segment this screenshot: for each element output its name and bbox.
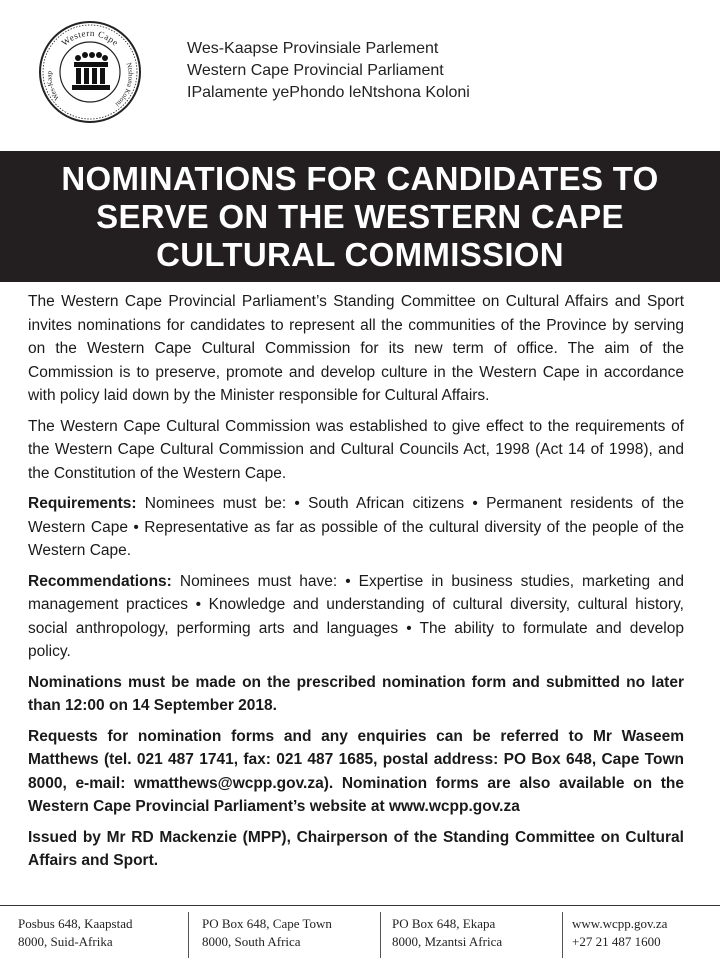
letterhead bbox=[0, 0, 720, 150]
requirements-text: Nominees must be: • South African citizens • Permanent residents of the Western Cape • Representative as far as possible of the cultural diversity of the people of the Western Cape. bbox=[28, 495, 684, 559]
title-banner bbox=[0, 151, 720, 282]
title-line-3: CULTURAL COMMISSION bbox=[156, 235, 564, 273]
footer-divider bbox=[188, 912, 189, 958]
footer-afrikaans-address: Posbus 648, Kaapstad 8000, Suid-Afrika bbox=[18, 916, 133, 949]
title-line-1: NOMINATIONS FOR CANDIDATES TO bbox=[61, 159, 659, 197]
requests-paragraph: Requests for nomination forms and any enquiries can be referred to Mr Waseem Matthews (tel. 021 487 1741, fax: 021 487 1685, postal address: PO Box 648, Cape Town 8000, e-mail: wmatthews@wcpp.gov.za). Nomination forms are also available on the Western Cape Provincial Parliament’s website at www.wcpp.gov.za bbox=[28, 727, 684, 815]
requirements-paragraph bbox=[28, 492, 684, 563]
notice-body bbox=[28, 290, 684, 880]
footer-website[interactable]: www.wcpp.gov.za bbox=[572, 916, 668, 931]
name-xhosa: IPalamente yePhondo leNtshona Koloni bbox=[187, 84, 470, 101]
footer-contacts bbox=[0, 905, 720, 961]
recommendations-paragraph bbox=[28, 570, 684, 664]
svg-text:Wes-Kaap: Wes-Kaap bbox=[45, 70, 61, 102]
svg-text:Western Cape: Western Cape bbox=[59, 27, 121, 48]
parliament-seal-logo bbox=[38, 20, 142, 124]
footer-web-phone bbox=[572, 915, 667, 961]
intro-paragraph: The Western Cape Provincial Parliament’s Standing Committee on Cultural Affairs and Sport invites nominations for candidates to represent all the communities of the Province by serving on the Western Cape Cultural Commission for its new term of office. The aim of the Commission is to preserve, promote and develop culture in the Western Cape in accordance with policy laid down by the Minister responsible for Cultural Affairs. bbox=[28, 293, 684, 404]
requirements-label: Requirements: bbox=[28, 495, 137, 512]
footer-divider bbox=[562, 912, 563, 958]
recommendations-text: Nominees must have: • Expertise in business studies, marketing and management practices • Knowledge and understanding of cultural diversity, cultural history, social anthropology, performing arts and languages • The ability to formulate and develop policy. bbox=[28, 572, 684, 660]
deadline-paragraph: Nominations must be made on the prescribed nomination form and submitted no later than 12:00 on 14 September 2018. bbox=[28, 673, 684, 714]
parliament-names bbox=[187, 38, 470, 104]
established-paragraph: The Western Cape Cultural Commission was established to give effect to the requirements of the Western Cape Cultural Commission and Cultural Councils Act, 1998 (Act 14 of 1998), and the Constitution of the Western Cape. bbox=[28, 417, 684, 482]
footer-divider bbox=[380, 912, 381, 958]
name-english: Western Cape Provincial Parliament bbox=[187, 62, 444, 79]
issued-by-paragraph: Issued by Mr RD Mackenzie (MPP), Chairperson of the Standing Committee on Cultural Affairs and Sport. bbox=[28, 828, 684, 869]
footer-xhosa-address: PO Box 648, Ekapa 8000, Mzantsi Africa bbox=[392, 916, 503, 949]
title-line-2: SERVE ON THE WESTERN CAPE bbox=[96, 197, 624, 235]
footer-english-address: PO Box 648, Cape Town 8000, South Africa bbox=[202, 916, 332, 949]
svg-text:Ntshona Koloni: Ntshona Koloni bbox=[113, 61, 135, 109]
footer-phone: +27 21 487 1600 bbox=[572, 934, 661, 949]
recommendations-label: Recommendations: bbox=[28, 572, 172, 590]
name-afrikaans: Wes-Kaapse Provinsiale Parlement bbox=[187, 40, 439, 57]
